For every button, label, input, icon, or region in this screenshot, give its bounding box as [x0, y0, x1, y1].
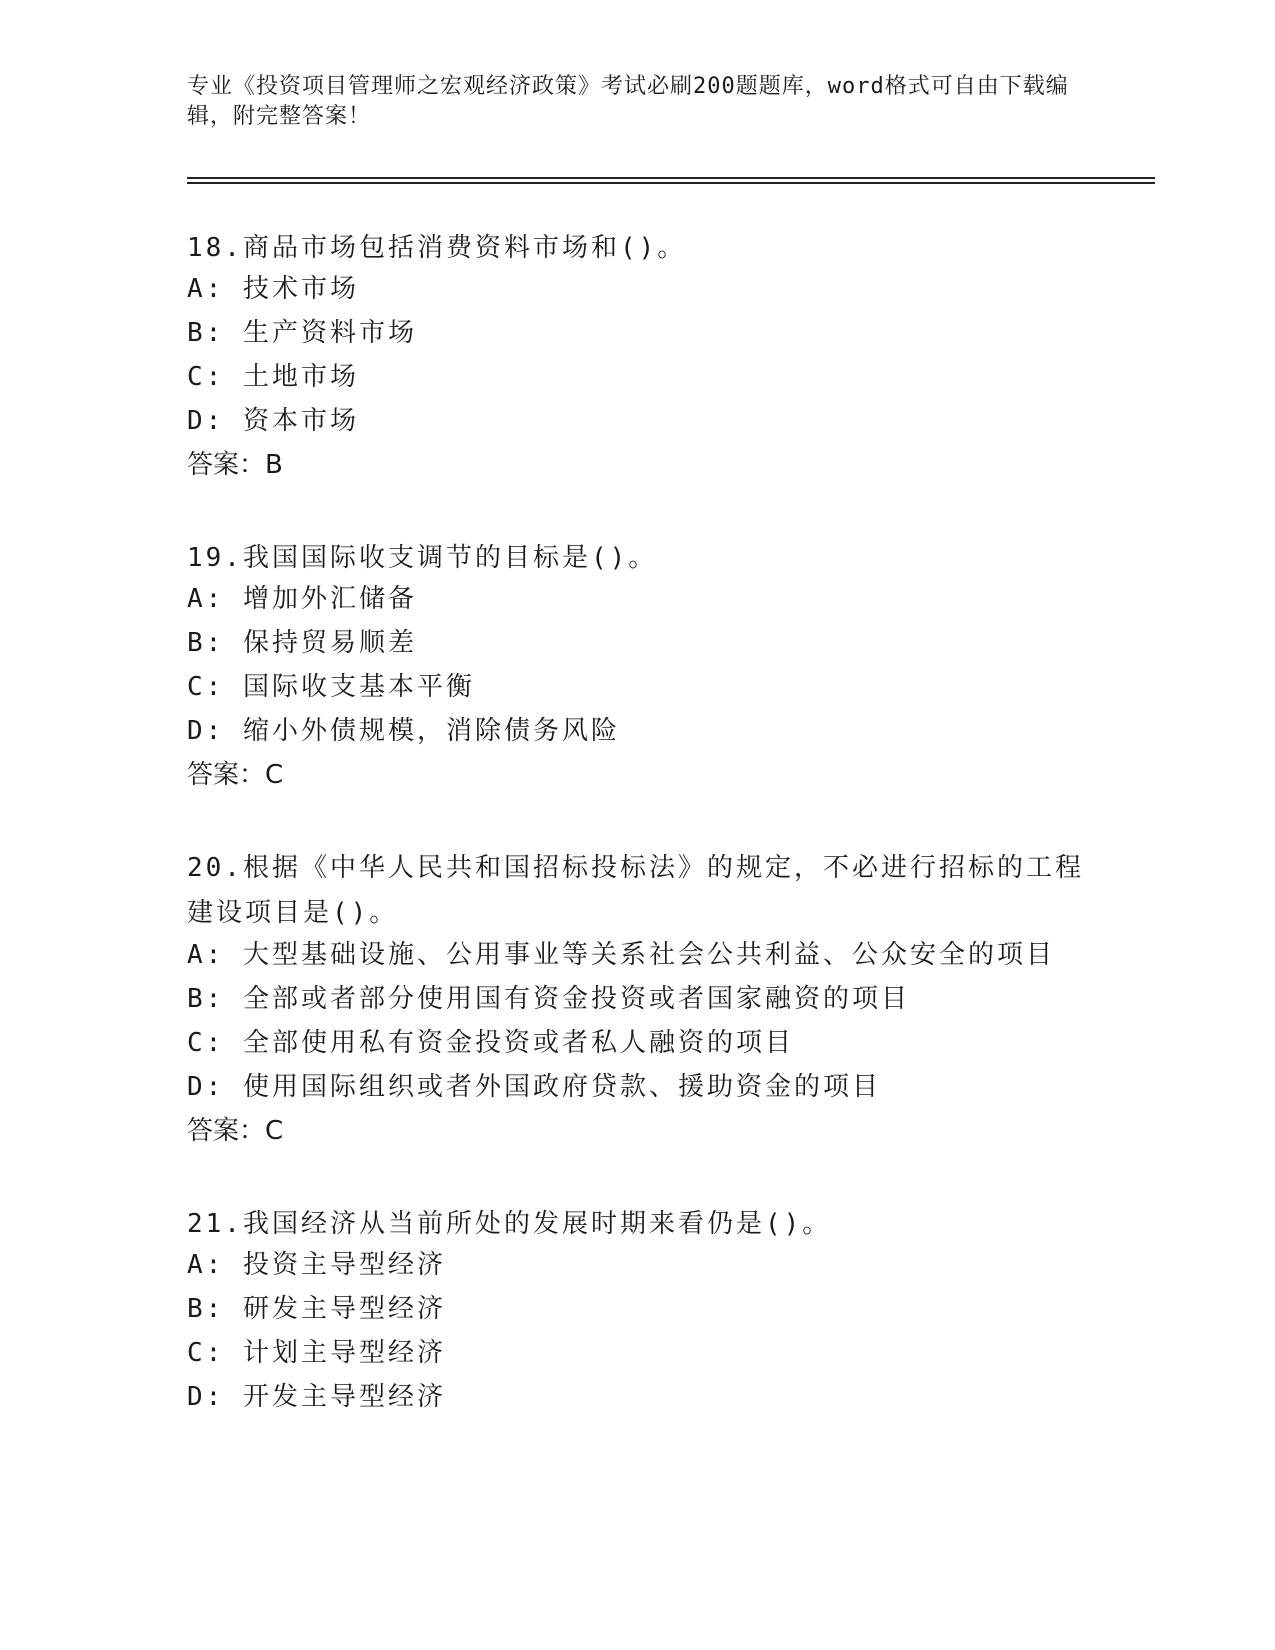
option-b: B: 保持贸易顺差 [187, 628, 417, 658]
option-b: B: 全部或者部分使用国有资金投资或者国家融资的项目 [187, 984, 910, 1014]
option-b: B: 研发主导型经济 [187, 1294, 446, 1324]
option-c: C: 全部使用私有资金投资或者私人融资的项目 [187, 1028, 794, 1058]
option-d: D: 使用国际组织或者外国政府贷款、援助资金的项目 [187, 1072, 881, 1102]
header-divider-bottom [187, 182, 1155, 184]
option-c: C: 国际收支基本平衡 [187, 672, 475, 702]
option-a: A: 大型基础设施、公用事业等关系社会公共利益、公众安全的项目 [187, 940, 1055, 970]
header-divider-top [187, 177, 1155, 179]
header-intro: 专业《投资项目管理师之宏观经济政策》考试必刷200题题库，word格式可自由下载编辑，附完整答案！ [187, 74, 1069, 129]
option-b: B: 生产资料市场 [187, 318, 417, 348]
question-stem: 20.根据《中华人民共和国招标投标法》的规定，不必进行招标的工程建设项目是()。 [187, 853, 1084, 928]
option-a: A: 投资主导型经济 [187, 1250, 446, 1280]
option-c: C: 土地市场 [187, 362, 359, 392]
answer-label: 答案：C [187, 1116, 284, 1146]
option-d: D: 开发主导型经济 [187, 1382, 446, 1412]
question-stem: 21.我国经济从当前所处的发展时期来看仍是()。 [187, 1209, 832, 1239]
question-stem: 18.商品市场包括消费资料市场和()。 [187, 233, 687, 263]
option-d: D: 资本市场 [187, 406, 359, 436]
option-c: C: 计划主导型经济 [187, 1338, 446, 1368]
answer-label: 答案：C [187, 760, 284, 790]
option-d: D: 缩小外债规模，消除债务风险 [187, 716, 620, 746]
question-stem: 19.我国国际收支调节的目标是()。 [187, 543, 658, 573]
option-a: A: 技术市场 [187, 274, 359, 304]
option-a: A: 增加外汇储备 [187, 584, 417, 614]
answer-label: 答案：B [187, 450, 283, 480]
